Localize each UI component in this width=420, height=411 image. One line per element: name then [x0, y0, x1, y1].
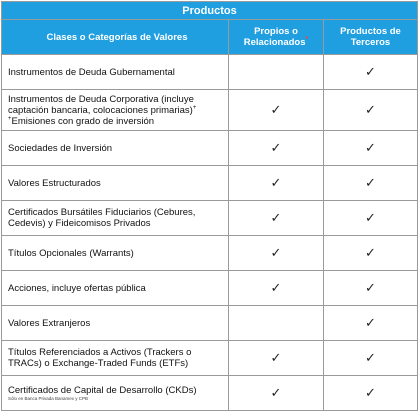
- table-row: [2, 341, 418, 376]
- products-table: [1, 1, 418, 411]
- table-row: [2, 166, 418, 201]
- column-header-category: Clases o Categorías de Valores: [2, 20, 229, 55]
- table-row: [2, 306, 418, 341]
- checkmark-icon: ✓: [270, 102, 282, 117]
- row-label-text: Instrumentos de Deuda Gubernamental: [8, 66, 175, 78]
- row-note-mark: +: [192, 104, 197, 111]
- cell-propios: [229, 376, 324, 411]
- cell-terceros: [324, 55, 418, 90]
- checkmark-icon: ✓: [270, 245, 282, 260]
- row-label: [2, 131, 229, 166]
- checkmark-icon: ✓: [270, 210, 282, 225]
- column-header-propios-mark: *: [305, 35, 309, 43]
- table-row: [2, 271, 418, 306]
- row-label: [2, 201, 229, 236]
- banner-title: Productos: [2, 2, 418, 20]
- cell-terceros: [324, 271, 418, 306]
- cell-terceros: [324, 341, 418, 376]
- row-label: [2, 271, 229, 306]
- cell-propios: [229, 90, 324, 131]
- cell-terceros: [324, 131, 418, 166]
- row-label: [2, 341, 229, 376]
- cell-propios: [229, 166, 324, 201]
- checkmark-icon: ✓: [365, 140, 376, 155]
- cell-terceros: [324, 236, 418, 271]
- row-fine-print: Sólo en Banca Privada Banamex y CPB: [8, 396, 89, 401]
- column-header-propios-label: Propios o Relacionados: [243, 26, 306, 48]
- cell-terceros: [324, 376, 418, 411]
- row-label-text: Acciones, incluye ofertas pública: [8, 282, 146, 294]
- checkmark-icon: ✓: [365, 175, 376, 190]
- row-label: [2, 55, 229, 90]
- row-note-mark: +: [8, 115, 12, 122]
- cell-propios: [229, 236, 324, 271]
- cell-propios: [229, 271, 324, 306]
- row-label-text: Sociedades de Inversión: [8, 142, 113, 154]
- table-row: [2, 131, 418, 166]
- checkmark-icon: ✓: [365, 210, 376, 225]
- table-row: [2, 201, 418, 236]
- checkmark-icon: ✓: [270, 175, 282, 190]
- row-label-text: Títulos Opcionales (Warrants): [8, 247, 134, 259]
- cell-propios: [229, 306, 324, 341]
- table-row: [2, 236, 418, 271]
- column-header-propios: [229, 20, 324, 55]
- cell-terceros: [324, 201, 418, 236]
- table-row: [2, 376, 418, 411]
- table-body: [2, 55, 418, 411]
- cell-propios: [229, 55, 324, 90]
- row-label-text: Certificados Bursátiles Fiduciarios (Cebures, Cedevis) y Fideicomisos Privados: [8, 207, 196, 229]
- row-label: [2, 376, 229, 411]
- row-label-text: Valores Estructurados: [8, 177, 101, 189]
- checkmark-icon: ✓: [270, 280, 282, 295]
- cell-propios: [229, 131, 324, 166]
- checkmark-icon: ✓: [270, 385, 282, 400]
- row-note-line: Emisiones con grado de inversión: [11, 115, 155, 127]
- cell-terceros: [324, 166, 418, 201]
- row-label: [2, 166, 229, 201]
- row-label: [2, 90, 229, 131]
- checkmark-icon: ✓: [365, 350, 376, 365]
- row-label-text: Valores Extranjeros: [8, 317, 91, 329]
- row-label-text: Instrumentos de Deuda Corporativa (incluye captación bancaria, colocaciones primarias): [8, 93, 194, 116]
- checkmark-icon: ✓: [270, 350, 282, 365]
- banner-row: [2, 2, 418, 20]
- checkmark-icon: ✓: [365, 102, 376, 117]
- table-row: [2, 55, 418, 90]
- row-label: [2, 306, 229, 341]
- checkmark-icon: ✓: [365, 315, 376, 330]
- checkmark-icon: ✓: [365, 280, 376, 295]
- cell-propios: [229, 201, 324, 236]
- cell-propios: [229, 341, 324, 376]
- checkmark-icon: ✓: [365, 385, 376, 400]
- checkmark-icon: ✓: [365, 245, 376, 260]
- row-label-text: Títulos Referenciados a Activos (Trackers o TRACs) o Exchange-Traded Funds (ETFs): [8, 347, 192, 369]
- column-header-row: [2, 20, 418, 55]
- row-label-text: Certificados de Capital de Desarrollo (CKDs): [8, 385, 197, 396]
- column-header-terceros: Productos de Terceros: [324, 20, 418, 55]
- row-label: [2, 236, 229, 271]
- cell-terceros: [324, 90, 418, 131]
- checkmark-icon: ✓: [270, 140, 282, 155]
- cell-terceros: [324, 306, 418, 341]
- table-row: [2, 90, 418, 131]
- checkmark-icon: ✓: [365, 64, 376, 79]
